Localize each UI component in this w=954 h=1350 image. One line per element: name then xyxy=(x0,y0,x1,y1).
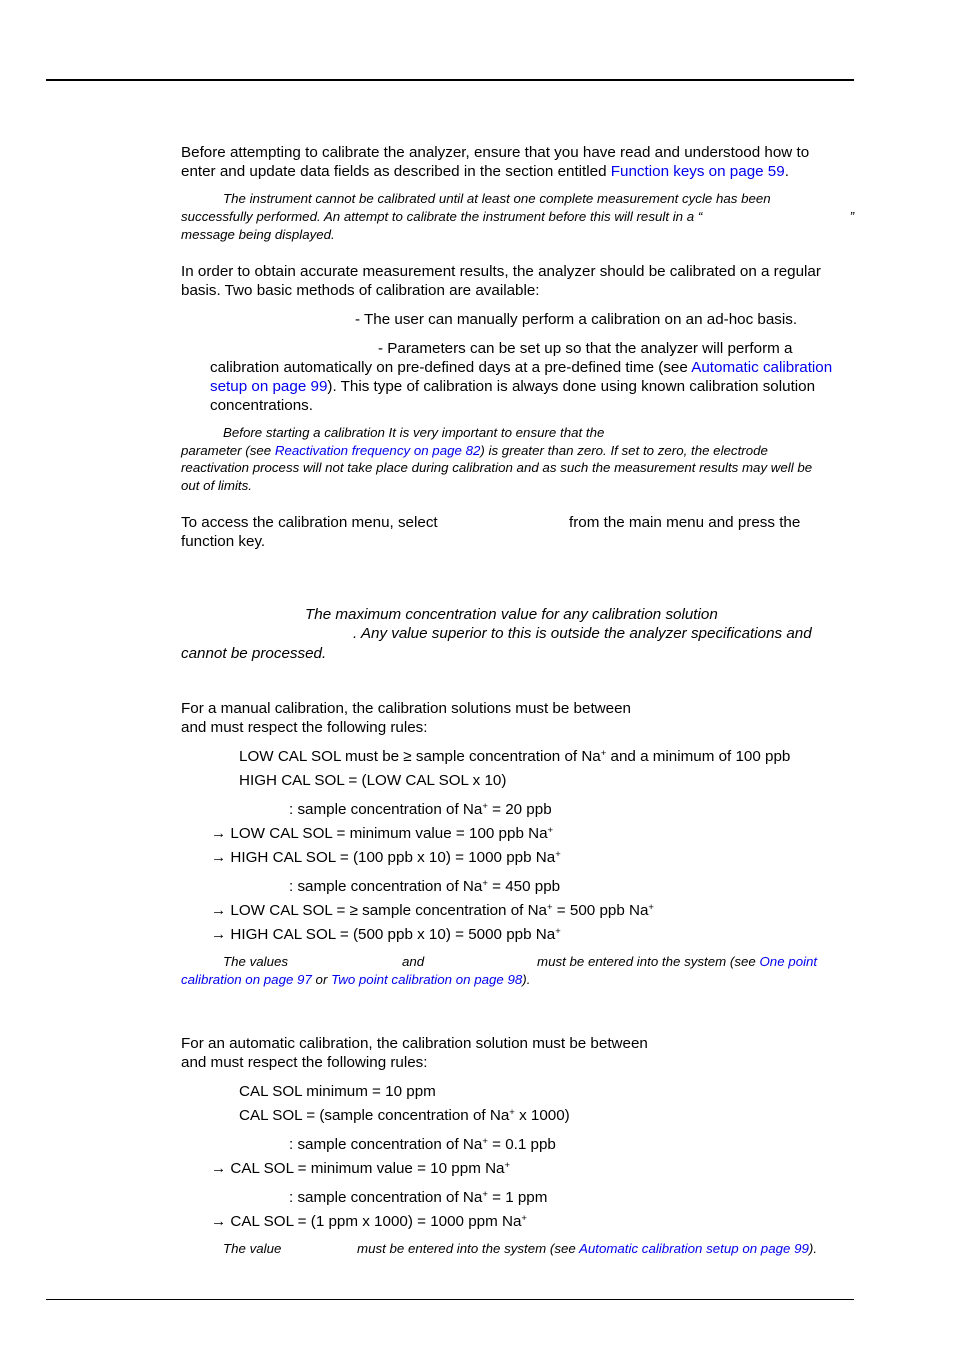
method-manual: - The user can manually perform a calibration on an ad-hoc basis. xyxy=(355,311,798,328)
manual-line-1: For a manual calibration, the calibration solutions must be between xyxy=(181,700,631,717)
manual-rule-1: LOW CAL SOL must be ≥ sample concentration of Na+ and a minimum of 100 ppb xyxy=(239,748,791,765)
auto-example-1-result: → CAL SOL = minimum value = 10 ppm Na+ xyxy=(211,1160,511,1177)
arrow-icon: → xyxy=(211,902,227,919)
note2-line-4: out of limits. xyxy=(181,478,252,493)
auto-rule-1: CAL SOL minimum = 10 ppm xyxy=(239,1083,436,1100)
methods-line-2: basis. Two basic methods of calibration are available: xyxy=(181,282,540,299)
note2-line-2: parameter (see Reactivation frequency on page 82) is greater than zero. If set to zero, the electrode xyxy=(181,443,768,458)
link-one-point[interactable]: One point xyxy=(759,954,818,969)
note3-line-1b: and xyxy=(402,954,425,969)
auto-example-2: : sample concentration of Na+ = 1 ppm xyxy=(289,1189,548,1206)
note4-line-a: The value xyxy=(223,1241,282,1256)
access-line-2: function key. xyxy=(181,533,266,550)
manual-example-1: : sample concentration of Na+ = 20 ppb xyxy=(289,801,552,818)
note1-line-3: message being displayed. xyxy=(181,227,335,242)
note4-line-b: must be entered into the system (see Automatic calibration setup on page 99). xyxy=(357,1241,818,1256)
link-two-point[interactable]: Two point calibration on page 98 xyxy=(331,972,523,987)
link-reactivation-frequency[interactable]: Reactivation frequency on page 82 xyxy=(274,443,481,458)
important-line-3: cannot be processed. xyxy=(181,645,327,662)
auto-example-1: : sample concentration of Na+ = 0.1 ppb xyxy=(289,1136,556,1153)
manual-rule-2: HIGH CAL SOL = (LOW CAL SOL x 10) xyxy=(239,772,507,789)
footer-rule xyxy=(46,1299,854,1300)
link-function-keys[interactable]: Function keys on page 59 xyxy=(610,163,785,180)
arrow-icon: → xyxy=(211,926,227,943)
note1-line-1: The instrument cannot be calibrated until at least one complete measurement cycle has been xyxy=(223,191,771,206)
auto-line-2: and must respect the following rules: xyxy=(181,1054,428,1071)
arrow-icon: → xyxy=(211,1213,227,1230)
arrow-icon: → xyxy=(211,1160,227,1177)
note3-line-1a: The values xyxy=(223,954,289,969)
note2-line-3: reactivation process will not take place during calibration and as such the measurement results may well be xyxy=(181,460,813,475)
manual-example-1-result-2: → HIGH CAL SOL = (100 ppb x 10) = 1000 ppb Na+ xyxy=(211,849,561,866)
manual-example-2-result-1: → LOW CAL SOL = ≥ sample concentration of Na+ = 500 ppb Na+ xyxy=(211,902,654,919)
manual-example-2: : sample concentration of Na+ = 450 ppb xyxy=(289,878,561,895)
access-line-1b: from the main menu and press the xyxy=(569,514,801,531)
important-line-2: . Any value superior to this is outside the analyzer specifications and xyxy=(353,625,812,642)
header-rule xyxy=(46,79,854,81)
manual-example-1-result-1: → LOW CAL SOL = minimum value = 100 ppb Na+ xyxy=(211,825,554,842)
arrow-icon: → xyxy=(211,849,227,866)
note2-line-1: Before starting a calibration It is very important to ensure that the xyxy=(223,425,605,440)
methods-line-1: In order to obtain accurate measurement results, the analyzer should be calibrated on a regular xyxy=(181,263,821,280)
method-auto-line-1: - Parameters can be set up so that the analyzer will perform a xyxy=(378,340,793,357)
note3-line-2: calibration on page 97 or Two point calibration on page 98). xyxy=(181,972,531,987)
intro-line-2: enter and update data fields as described in the section entitled Function keys on page 59. xyxy=(181,163,789,180)
important-line-1: The maximum concentration value for any calibration solution xyxy=(305,606,718,623)
link-automatic-calibration[interactable]: Automatic calibration xyxy=(691,359,833,376)
link-automatic-calibration-setup[interactable]: Automatic calibration setup on page 99 xyxy=(578,1241,809,1256)
intro-line-1: Before attempting to calibrate the analyzer, ensure that you have read and understood how to xyxy=(181,144,810,161)
auto-rule-2: CAL SOL = (sample concentration of Na+ x 1000) xyxy=(239,1107,570,1124)
manual-line-2: and must respect the following rules: xyxy=(181,719,428,736)
arrow-icon: → xyxy=(211,825,227,842)
method-auto-line-2: calibration automatically on pre-defined days at a pre-defined time (see Automatic calibration xyxy=(210,359,833,376)
link-one-point-page[interactable]: calibration on page 97 xyxy=(181,972,312,987)
link-automatic-calibration-page[interactable]: setup on page 99 xyxy=(210,378,328,395)
note3-line-1c: must be entered into the system (see One point xyxy=(537,954,818,969)
auto-example-2-result: → CAL SOL = (1 ppm x 1000) = 1000 ppm Na+ xyxy=(211,1213,527,1230)
manual-example-2-result-2: → HIGH CAL SOL = (500 ppb x 10) = 5000 ppb Na+ xyxy=(211,926,561,943)
method-auto-line-4: concentrations. xyxy=(210,397,313,414)
method-auto-line-3: setup on page 99). This type of calibration is always done using known calibration solution xyxy=(210,378,816,395)
note1-line-2: successfully performed. An attempt to calibrate the instrument before this will result in a “ ” xyxy=(181,209,854,224)
auto-line-1: For an automatic calibration, the calibration solution must be between xyxy=(181,1035,648,1052)
access-line-1a: To access the calibration menu, select xyxy=(181,514,438,531)
